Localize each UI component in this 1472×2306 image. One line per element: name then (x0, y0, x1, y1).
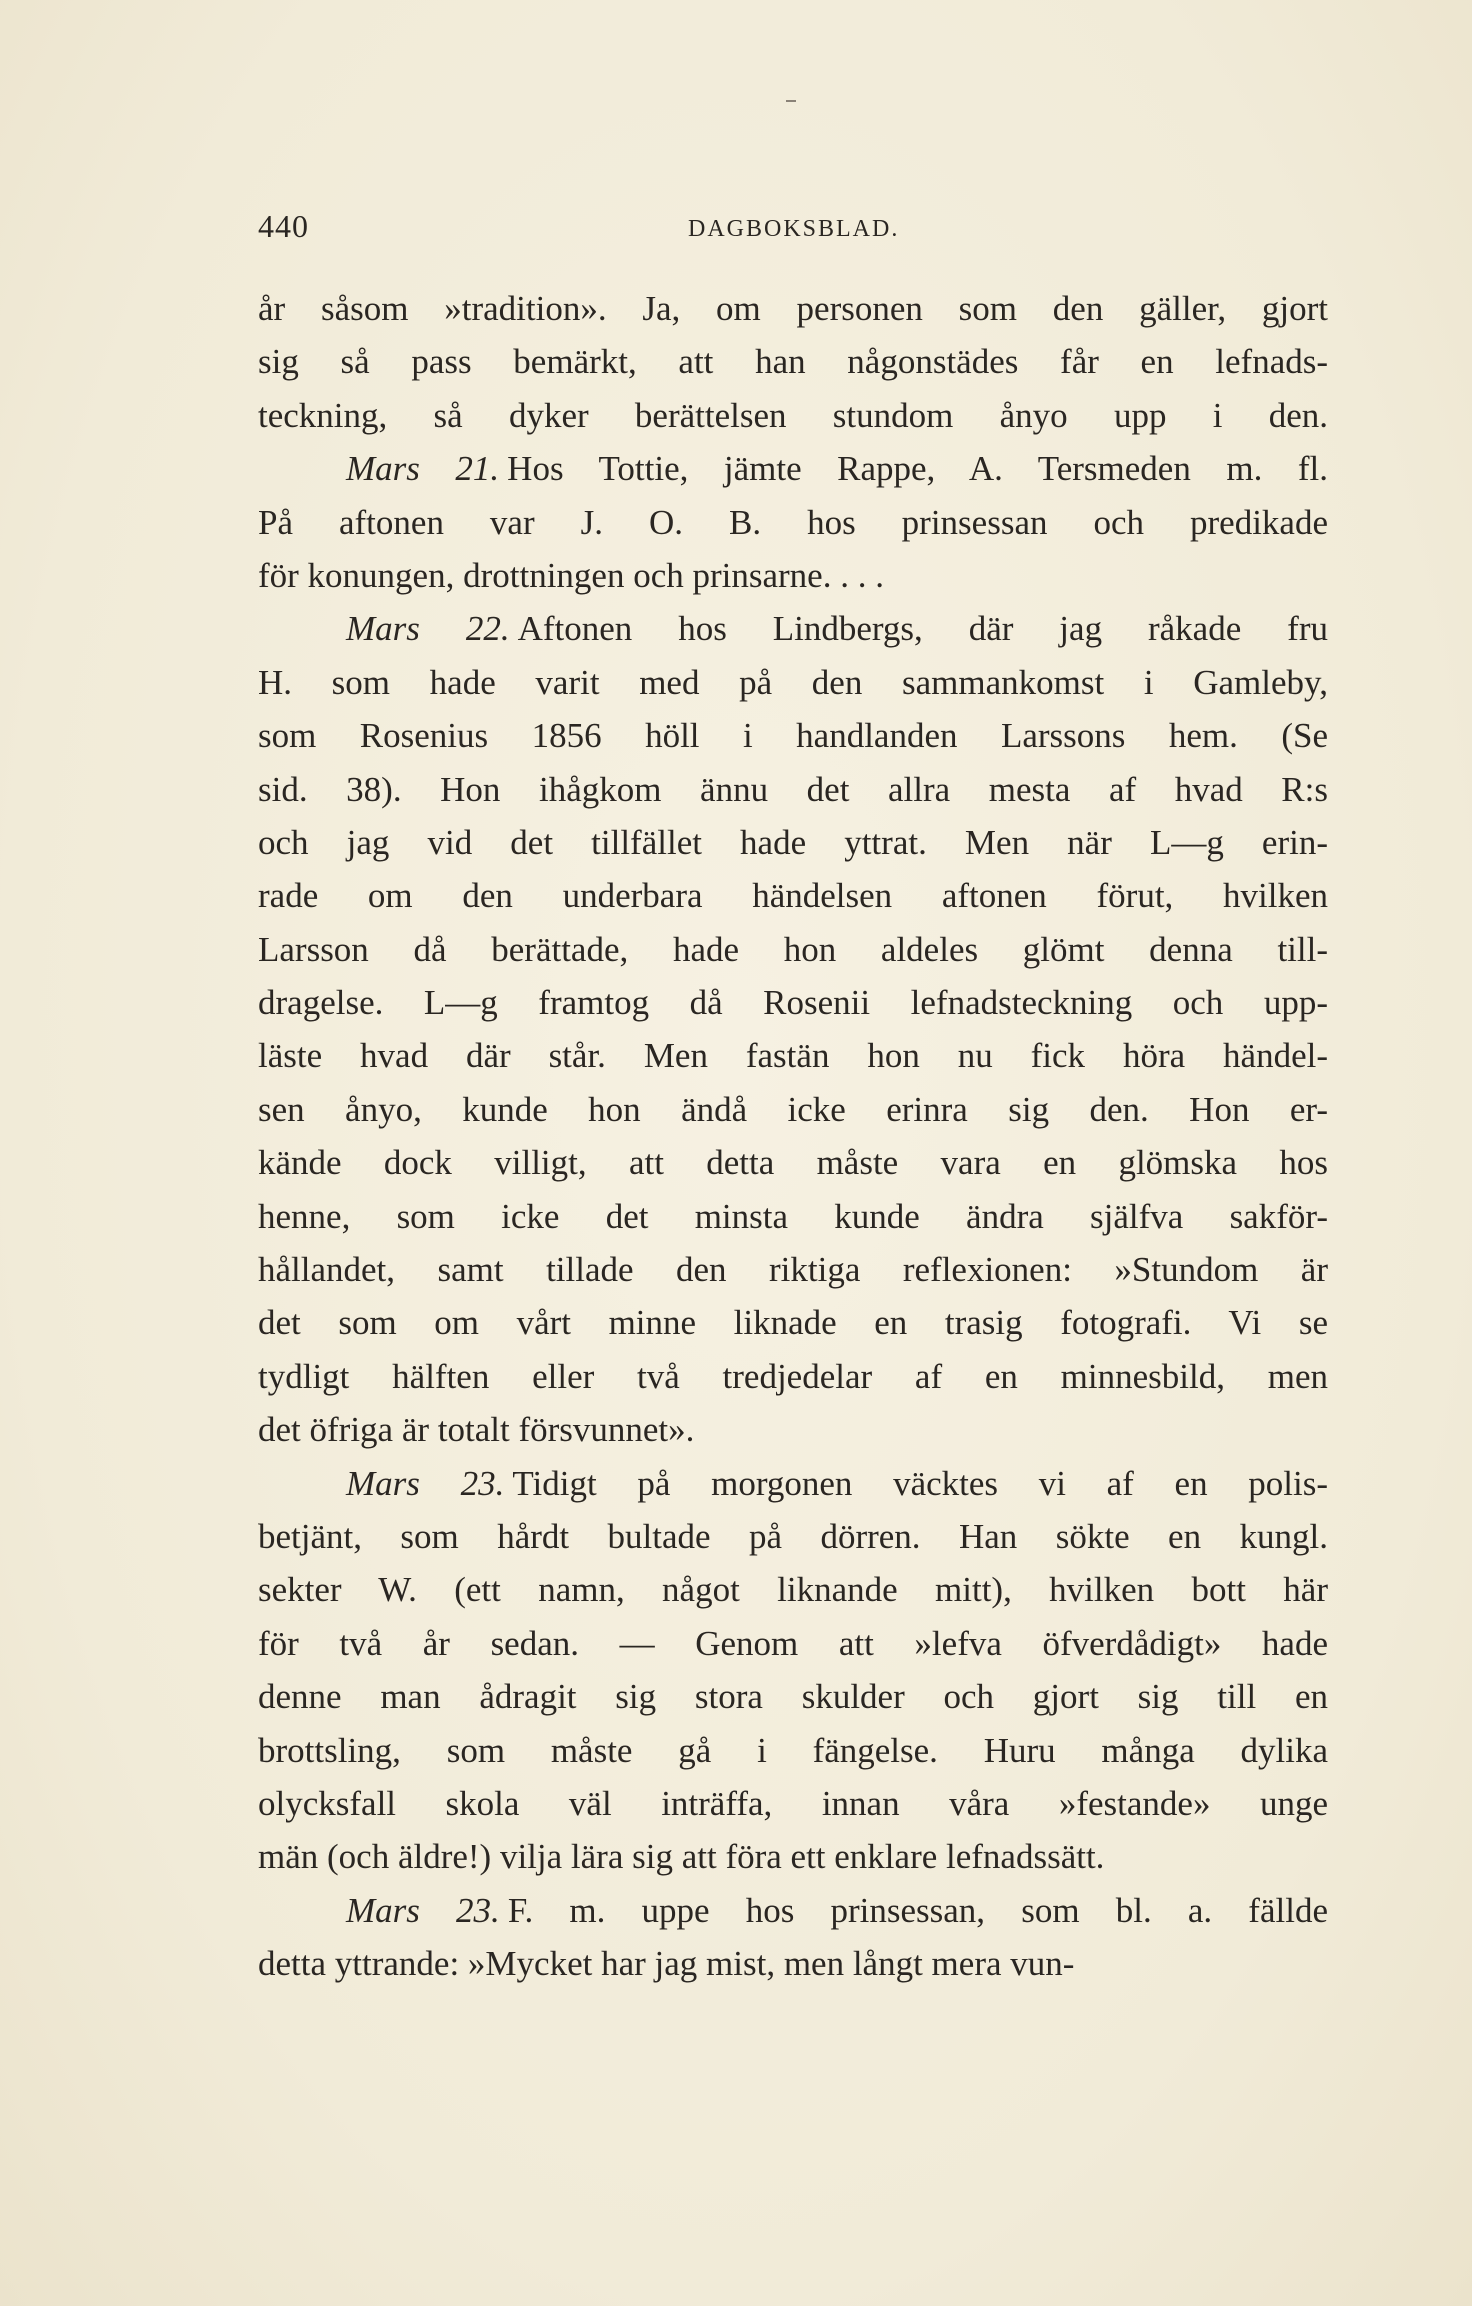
text-line (258, 1670, 1328, 1723)
text-line (258, 656, 1328, 709)
text-line (258, 1777, 1328, 1830)
line-text: kände dock villigt, att detta måste vara en glömska hos (258, 1143, 1328, 1183)
line-text: Tidigt på morgonen väcktes vi af en polis- (512, 1463, 1328, 1503)
text-line (258, 1724, 1328, 1777)
text-line (258, 602, 1328, 655)
line-text: betjänt, som hårdt bultade på dörren. Han sökte en kungl. (258, 1516, 1328, 1556)
entry-date: Mars 21. (346, 449, 500, 489)
line-text: Aftonen hos Lindbergs, där jag råkade fru (517, 609, 1328, 649)
text-line (258, 976, 1328, 1029)
line-text: sekter W. (ett namn, något liknande mitt), hvilken bott här (258, 1570, 1328, 1610)
entry-date: Mars 23. (346, 1463, 505, 1503)
line-text: rade om den underbara händelsen aftonen förut, hvilken (258, 876, 1328, 916)
line-text: tydligt hälften eller två tredjedelar af en minnesbild, men (258, 1356, 1328, 1396)
body-text (258, 282, 1328, 1991)
text-line (258, 1937, 1328, 1990)
line-text: år såsom »tradition». Ja, om personen som den gäller, gjort (258, 289, 1328, 328)
line-text: för konungen, drottningen och prinsarne. . . . (258, 555, 884, 595)
text-line (258, 1884, 1328, 1937)
line-text: läste hvad där står. Men fastän hon nu fick höra händel- (258, 1036, 1328, 1076)
line-text: F. m. uppe hos prinsessan, som bl. a. fällde (507, 1890, 1328, 1930)
text-line (258, 1563, 1328, 1616)
line-text: sid. 38). Hon ihågkom ännu det allra mesta af hvad R:s (258, 769, 1328, 809)
line-text: henne, som icke det minsta kunde ändra själfva sakför- (258, 1196, 1328, 1236)
text-line (258, 1029, 1328, 1082)
text-line (258, 496, 1328, 549)
text-line (258, 923, 1328, 976)
text-line (258, 389, 1328, 442)
text-line (258, 1403, 1328, 1456)
text-line (258, 549, 1328, 602)
line-text: denne man ådragit sig stora skulder och gjort sig till en (258, 1677, 1328, 1717)
text-line (258, 1350, 1328, 1403)
line-text: H. som hade varit med på den sammankomst i Gamleby, (258, 662, 1328, 702)
line-text: som Rosenius 1856 höll i handlanden Larssons hem. (Se (258, 716, 1328, 756)
line-text: sig så pass bemärkt, att han någonstädes får en lefnads- (258, 342, 1328, 382)
text-line (258, 1830, 1328, 1883)
line-text: sen ånyo, kunde hon ändå icke erinra sig den. Hon er- (258, 1089, 1328, 1129)
text-line (258, 1136, 1328, 1189)
text-line (258, 1457, 1328, 1510)
line-text: och jag vid det tillfället hade yttrat. Men när L—g erin- (258, 822, 1328, 862)
line-text: olycksfall skola väl inträffa, innan våra »festande» unge (258, 1783, 1328, 1823)
text-line (258, 869, 1328, 922)
page-number: 440 (258, 208, 309, 244)
line-text: Hos Tottie, jämte Rappe, A. Tersmeden m. fl. (507, 449, 1328, 489)
text-line (258, 816, 1328, 869)
line-text: Larsson då berättade, hade hon aldeles glömt denna till- (258, 929, 1328, 969)
line-text: det öfriga är totalt försvunnet». (258, 1410, 695, 1450)
line-text: brottsling, som måste gå i fängelse. Huru många dylika (258, 1730, 1328, 1770)
entry-date: Mars 22. (346, 609, 510, 649)
line-text: det som om vårt minne liknade en trasig fotografi. Vi se (258, 1303, 1328, 1343)
line-text: för två år sedan. — Genom att »lefva öfverdådigt» hade (258, 1623, 1328, 1663)
line-text: män (och äldre!) vilja lära sig att föra ett enklare lefnadssätt. (258, 1837, 1105, 1877)
text-line (258, 442, 1328, 495)
text-line (258, 763, 1328, 816)
page-header (258, 208, 1338, 256)
text-line (258, 1617, 1328, 1670)
line-text: hållandet, samt tillade den riktiga reflexionen: »Stundom är (258, 1250, 1328, 1290)
text-line (258, 282, 1328, 335)
entry-date: Mars 23. (346, 1890, 500, 1930)
text-line (258, 709, 1328, 762)
text-line (258, 1083, 1328, 1136)
text-line (258, 1190, 1328, 1243)
running-head: DAGBOKSBLAD. (688, 216, 900, 242)
line-text: teckning, så dyker berättelsen stundom ånyo upp i den. (258, 395, 1328, 435)
text-line (258, 1243, 1328, 1296)
line-text: På aftonen var J. O. B. hos prinsessan och predikade (258, 502, 1328, 542)
print-speck (786, 100, 796, 102)
line-text: detta yttrande: »Mycket har jag mist, men långt mera vun- (258, 1944, 1075, 1984)
text-line (258, 1296, 1328, 1349)
text-line (258, 1510, 1328, 1563)
text-line (258, 335, 1328, 388)
line-text: dragelse. L—g framtog då Rosenii lefnadsteckning och upp- (258, 983, 1328, 1023)
